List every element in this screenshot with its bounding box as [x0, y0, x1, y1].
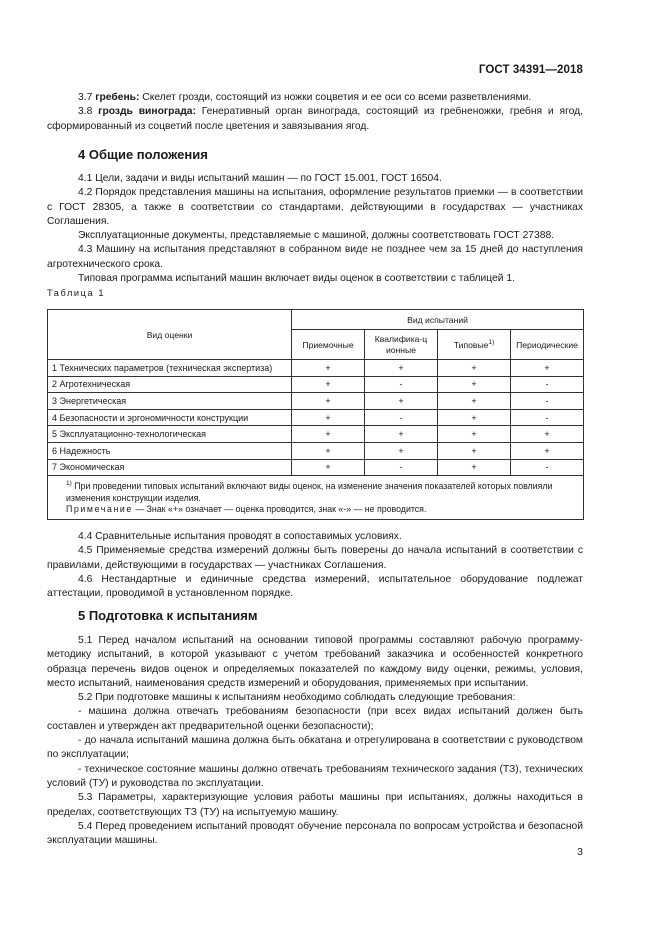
definition-3-7: 3.7 гребень: Скелет грозди, состоящий из ножки соцветия и ее оси со всеми разветвлениями. [78, 92, 532, 103]
table-row [48, 409, 584, 426]
cell-value: + [292, 426, 365, 443]
cell-value: - [365, 376, 438, 393]
cell-value: + [511, 360, 584, 377]
section-4-body [47, 172, 583, 286]
page-number: 3 [577, 846, 583, 858]
para-4-6: 4.6 Нестандартные и единичные средства измерений, испытательное оборудование подлежат аттестации, проводимой в установленном порядке. [47, 573, 583, 600]
para-5-3: 5.3 Параметры, характеризующие условия работы машины при испытаниях, должны находиться в пределах, соответствующих ТЗ (ТУ) на испытуемую машину. [47, 792, 583, 818]
table-row [48, 442, 584, 459]
doc-header-id: ГОСТ 34391—2018 [478, 64, 583, 76]
cell-value: + [292, 393, 365, 410]
row-label: 5 Эксплуатационно-технологическая [48, 426, 292, 443]
para-4-3: 4.3 Машину на испытания представляют в собранном виде не позднее чем за 15 дней до наступления агротехнического срока. [47, 244, 583, 270]
cell-value: + [292, 442, 365, 459]
table-header-group: Вид испытаний [292, 310, 584, 330]
cell-value: + [511, 426, 584, 443]
cell-value: + [365, 426, 438, 443]
row-label: 1 Технических параметров (техническая экспертиза) [48, 360, 292, 377]
cell-value: - [511, 409, 584, 426]
list-item: - до начала испытаний машина должна быть обкатана и отрегулирована в соответствии с руководством по эксплуатации; [47, 735, 583, 761]
list-item: - техническое состояние машины должно отвечать требованиям технического задания (ТЗ), технических условий (ТУ) и руководства по эксплуатации. [47, 763, 583, 789]
para-4-1: 4.1 Цели, задачи и виды испытаний машин — по ГОСТ 15.001, ГОСТ 16504. [78, 173, 442, 184]
cell-value: - [365, 459, 438, 476]
col-header-priemochnye: Приемочные [292, 330, 365, 360]
section-4-cont [47, 530, 583, 601]
cell-value: + [365, 360, 438, 377]
section-5-body [47, 634, 583, 848]
cell-value: + [292, 409, 365, 426]
col-header-periodicheskie: Периодические [511, 330, 584, 360]
row-label: 6 Надежность [48, 442, 292, 459]
para-4-2: 4.2 Порядок представления машины на испытания, оформление результатов приемки — в соответствии с ГОСТ 28305, а также в соответствии со стандартами, действующими в государствах — участниках Соглашения. [47, 187, 583, 227]
table-caption: Таблица 1 [47, 288, 106, 298]
table-footnote-cell [48, 476, 584, 520]
section-4-title: 4 Общие положения [78, 147, 208, 162]
table-1 [47, 309, 584, 520]
table-row [48, 426, 584, 443]
para-5-2: 5.2 При подготовке машины к испытаниям необходимо соблюдать следующие требования: [78, 692, 516, 704]
section-5-title: 5 Подготовка к испытаниям [78, 608, 258, 623]
table-row [48, 360, 584, 377]
table-row [48, 376, 584, 393]
table-note: Примечание — Знак «+» означает — оценка проводится, знак «-» — не проводится. [66, 504, 427, 515]
cell-value: - [365, 409, 438, 426]
cell-value: + [292, 459, 365, 476]
cell-value: - [511, 393, 584, 410]
cell-value: + [292, 360, 365, 377]
para-4-3-program: Типовая программа испытаний машин включает виды оценок в соответствии с таблицей 1. [78, 273, 515, 285]
cell-value: + [438, 442, 511, 459]
para-4-2-docs: Эксплуатационные документы, представляемые с машиной, должны соответствовать ГОСТ 27388. [78, 230, 555, 242]
cell-value: + [438, 459, 511, 476]
cell-value: + [438, 409, 511, 426]
cell-value: - [511, 376, 584, 393]
definition-3-8: 3.8 гроздь винограда: Генеративный орган винограда, состоящий из гребненожки, гребня и ягод, сформированный из соцветий после цветения и завязывания ягод. [47, 106, 583, 132]
cell-value: + [511, 442, 584, 459]
para-5-4: 5.4 Перед проведением испытаний проводят обучение персонала по вопросам устройства и безопасной эксплуатации машины. [47, 820, 583, 847]
definitions-block [47, 91, 583, 134]
table-row-header: Вид оценки [48, 310, 292, 360]
cell-value: + [438, 376, 511, 393]
para-4-5: 4.5 Применяемые средства измерений должны быть поверены до начала испытаний в соответствии с правилами, действующими в государствах — участниках Соглашения. [47, 545, 583, 571]
para-5-1: 5.1 Перед началом испытаний на основании типовой программы составляют рабочую программу-методику испытаний, в которой указывают с учетом требований заказчика и особенностей конкретного образца перечень видов оценок и определяемых показателей по каждому виду оценки, режимы, условия, место испытаний, наименования средств измерений и оборудования, применяемых при испытании. [47, 635, 583, 689]
table-row [48, 459, 584, 476]
row-label: 3 Энергетическая [48, 393, 292, 410]
table-footnote: $^{1)}$ При проведении типовых испытаний включают виды оценок, на изменение значения показателей которых повлияли изменения конструкции изделия. [66, 480, 553, 503]
col-header-tipovye: Типовые$^{1)}$ [438, 330, 511, 360]
list-item: - машина должна отвечать требованиям безопасности (при всех видах испытаний должен быть составлен и утвержден акт предварительной оценки безопасности); [47, 706, 583, 732]
cell-value: + [365, 442, 438, 459]
row-label: 4 Безопасности и эргономичности конструкции [48, 409, 292, 426]
cell-value: + [292, 376, 365, 393]
col-header-kvalifikatsionnye: Квалифика-ционные [365, 330, 438, 360]
cell-value: - [511, 459, 584, 476]
cell-value: + [365, 393, 438, 410]
row-label: 2 Агротехническая [48, 376, 292, 393]
row-label: 7 Экономическая [48, 459, 292, 476]
cell-value: + [438, 426, 511, 443]
cell-value: + [438, 393, 511, 410]
para-4-4: 4.4 Сравнительные испытания проводят в сопоставимых условиях. [78, 531, 402, 542]
cell-value: + [438, 360, 511, 377]
table-row [48, 393, 584, 410]
table-footnote-row [48, 476, 584, 520]
